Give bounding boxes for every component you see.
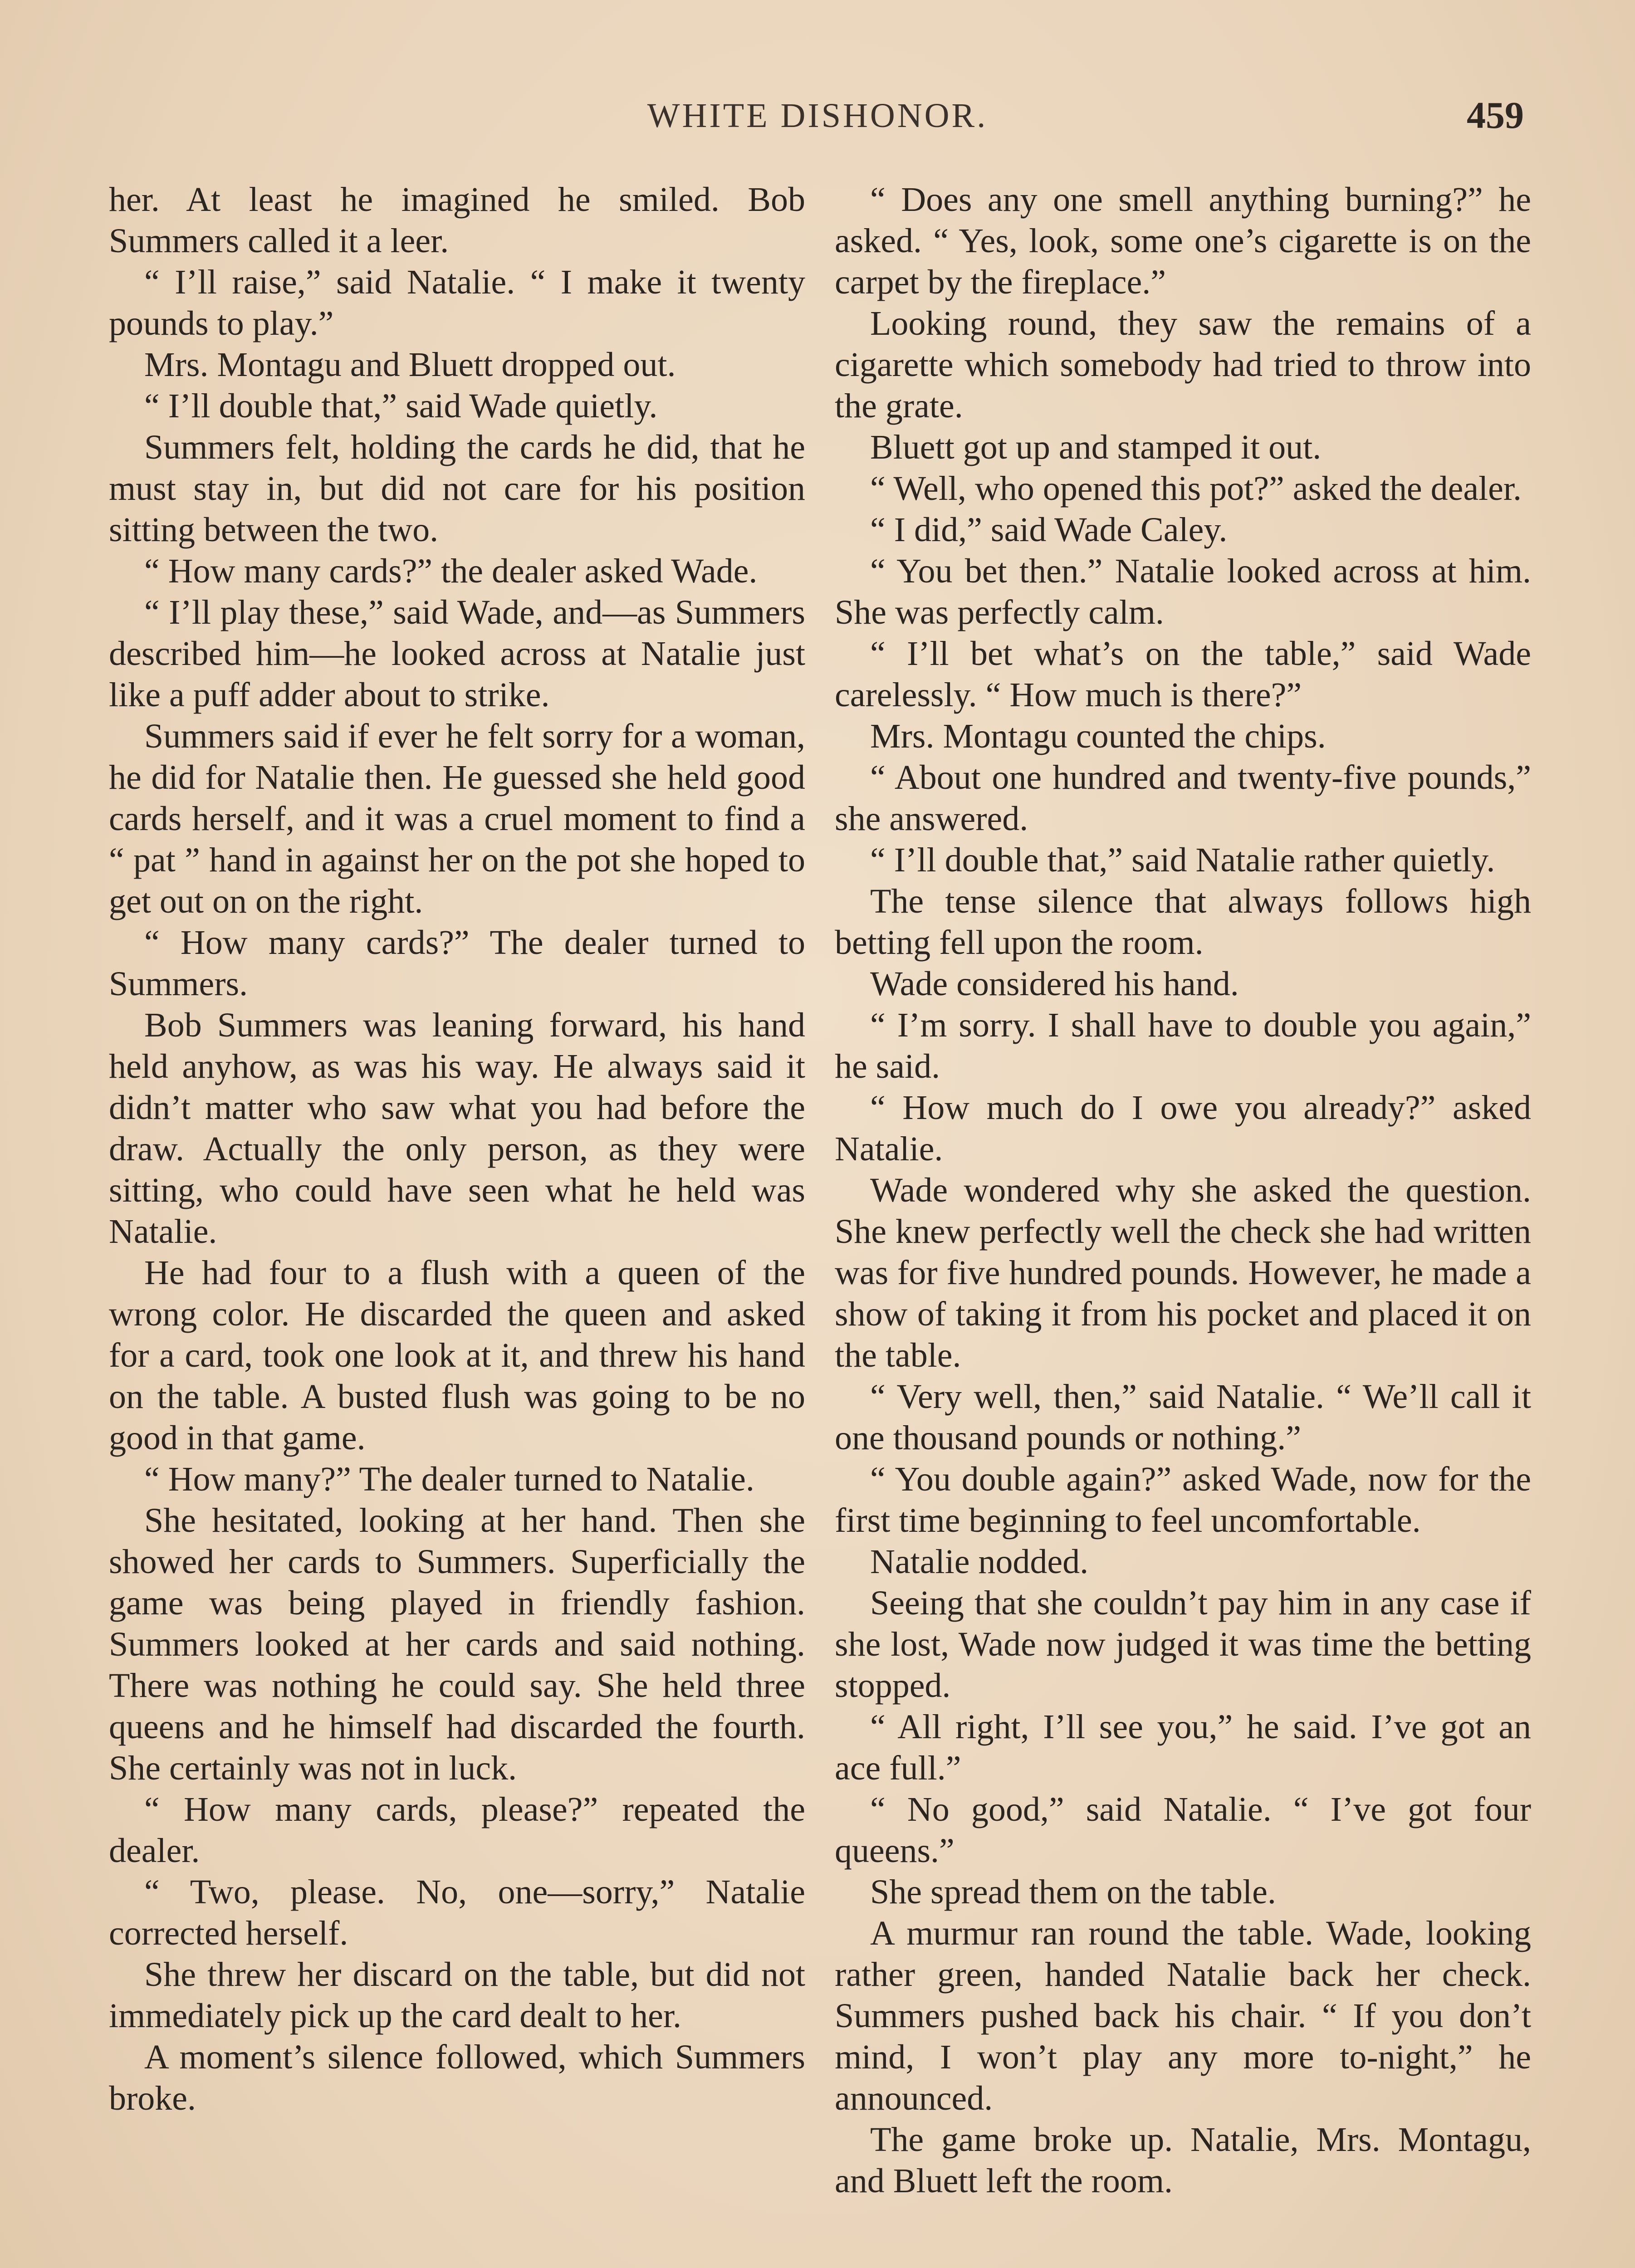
paragraph: She spread them on the table. [870, 1873, 1276, 1911]
running-title: WHITE DISHONOR. [647, 97, 988, 135]
paragraph: “ How much do I owe you already?” asked Natalie. [835, 1089, 1531, 1168]
paragraph: Summers felt, holding the cards he did, that he must stay in, but did not care for his position sitting between the two. [109, 428, 805, 549]
paragraph: her. At least he imagined he smiled. Bob Summers called it a leer. [109, 181, 805, 260]
left-column [109, 179, 805, 2119]
paragraph: She hesitated, looking at her hand. Then she showed her cards to Summers. Superficially the game was being played in friendly fashion. Summers looked at her cards and said nothing. There was nothing he could say. She held three queens and he himself had discarded the fourth. She certainly was not in luck. [109, 1501, 805, 1787]
paragraph: Seeing that she couldn’t pay him in any case if she lost, Wade now judged it was time the betting stopped. [835, 1584, 1531, 1705]
paragraph: Looking round, they saw the remains of a cigarette which somebody had tried to throw into the grate. [835, 304, 1531, 425]
paragraph: “ I’ll raise,” said Natalie. “ I make it twenty pounds to play.” [109, 263, 805, 342]
paragraph: Wade considered his hand. [870, 965, 1239, 1003]
paragraph: “ I’ll play these,” said Wade, and—as Summers described him—he looked across at Natalie just like a puff adder about to strike. [109, 593, 805, 714]
paragraph: “ I did,” said Wade Caley. [870, 511, 1228, 549]
paragraph: Bluett got up and stamped it out. [870, 428, 1322, 466]
paragraph: “ All right, I’ll see you,” he said. I’ve got an ace full.” [835, 1708, 1531, 1787]
paragraph: “ Does any one smell anything burning?” he asked. “ Yes, look, some one’s cigarette is on the carpet by the fireplace.” [835, 181, 1531, 301]
paragraph: “ Very well, then,” said Natalie. “ We’ll call it one thousand pounds or nothing.” [835, 1378, 1531, 1457]
paragraph: “ You double again?” asked Wade, now for the first time beginning to feel uncomfortable. [835, 1460, 1531, 1540]
paragraph: “ I’ll bet what’s on the table,” said Wade carelessly. “ How much is there?” [835, 635, 1531, 714]
page-header [0, 91, 1635, 145]
paragraph: “ No good,” said Natalie. “ I’ve got four queens.” [835, 1790, 1531, 1870]
paragraph: The tense silence that always follows high betting fell upon the room. [835, 882, 1531, 962]
paragraph: She threw her discard on the table, but did not immediately pick up the card dealt to her. [109, 1955, 805, 2035]
paragraph: “ I’m sorry. I shall have to double you again,” he said. [835, 1006, 1531, 1085]
paragraph: “ I’ll double that,” said Natalie rather quietly. [870, 841, 1495, 879]
paragraph: “ You bet then.” Natalie looked across at him. She was perfectly calm. [835, 552, 1531, 631]
paragraph: “ Two, please. No, one—sorry,” Natalie corrected herself. [109, 1873, 805, 1952]
paragraph: Wade wondered why she asked the question. She knew perfectly well the check she had written was for five hundred pounds. However, he made a show of taking it from his pocket and placed it on the table. [835, 1171, 1531, 1374]
paragraph: A murmur ran round the table. Wade, looking rather green, handed Natalie back her check. Summers pushed back his chair. “ If you don’t mind, I won’t play any more to-night,” he announced. [835, 1914, 1531, 2117]
paragraph: Mrs. Montagu counted the chips. [870, 717, 1326, 755]
paragraph: “ About one hundred and twenty-five pounds,” she answered. [835, 758, 1531, 838]
paragraph: “ How many cards?” the dealer asked Wade. [144, 552, 758, 590]
paragraph: “ How many?” The dealer turned to Natalie. [144, 1460, 754, 1498]
paragraph: The game broke up. Natalie, Mrs. Montagu, and Bluett left the room. [835, 2121, 1531, 2200]
paragraph: Natalie nodded. [870, 1543, 1089, 1581]
paragraph: A moment’s silence followed, which Summers broke. [109, 2038, 805, 2117]
paragraph: He had four to a flush with a queen of the wrong color. He discarded the queen and asked for a card, took one look at it, and threw his hand on the table. A busted flush was going to be no good in that game. [109, 1254, 805, 1457]
paragraph: “ How many cards?” The dealer turned to Summers. [109, 924, 805, 1003]
paragraph: “ Well, who opened this pot?” asked the dealer. [870, 469, 1522, 508]
paragraph: “ I’ll double that,” said Wade quietly. [144, 387, 658, 425]
paragraph: “ How many cards, please?” repeated the dealer. [109, 1790, 805, 1870]
paragraph: Mrs. Montagu and Bluett dropped out. [144, 346, 676, 384]
paragraph: Bob Summers was leaning forward, his hand held anyhow, as was his way. He always said it didn’t matter who saw what you had before the draw. Actually the only person, as they were sitting, who could have seen what he held was Natalie. [109, 1006, 805, 1251]
paragraph: Summers said if ever he felt sorry for a woman, he did for Natalie then. He guessed she held good cards herself, and it was a cruel moment to find a “ pat ” hand in against her on the pot she hoped to get out on on the right. [109, 717, 805, 920]
right-column [835, 179, 1531, 2202]
page-number: 459 [1467, 94, 1524, 137]
